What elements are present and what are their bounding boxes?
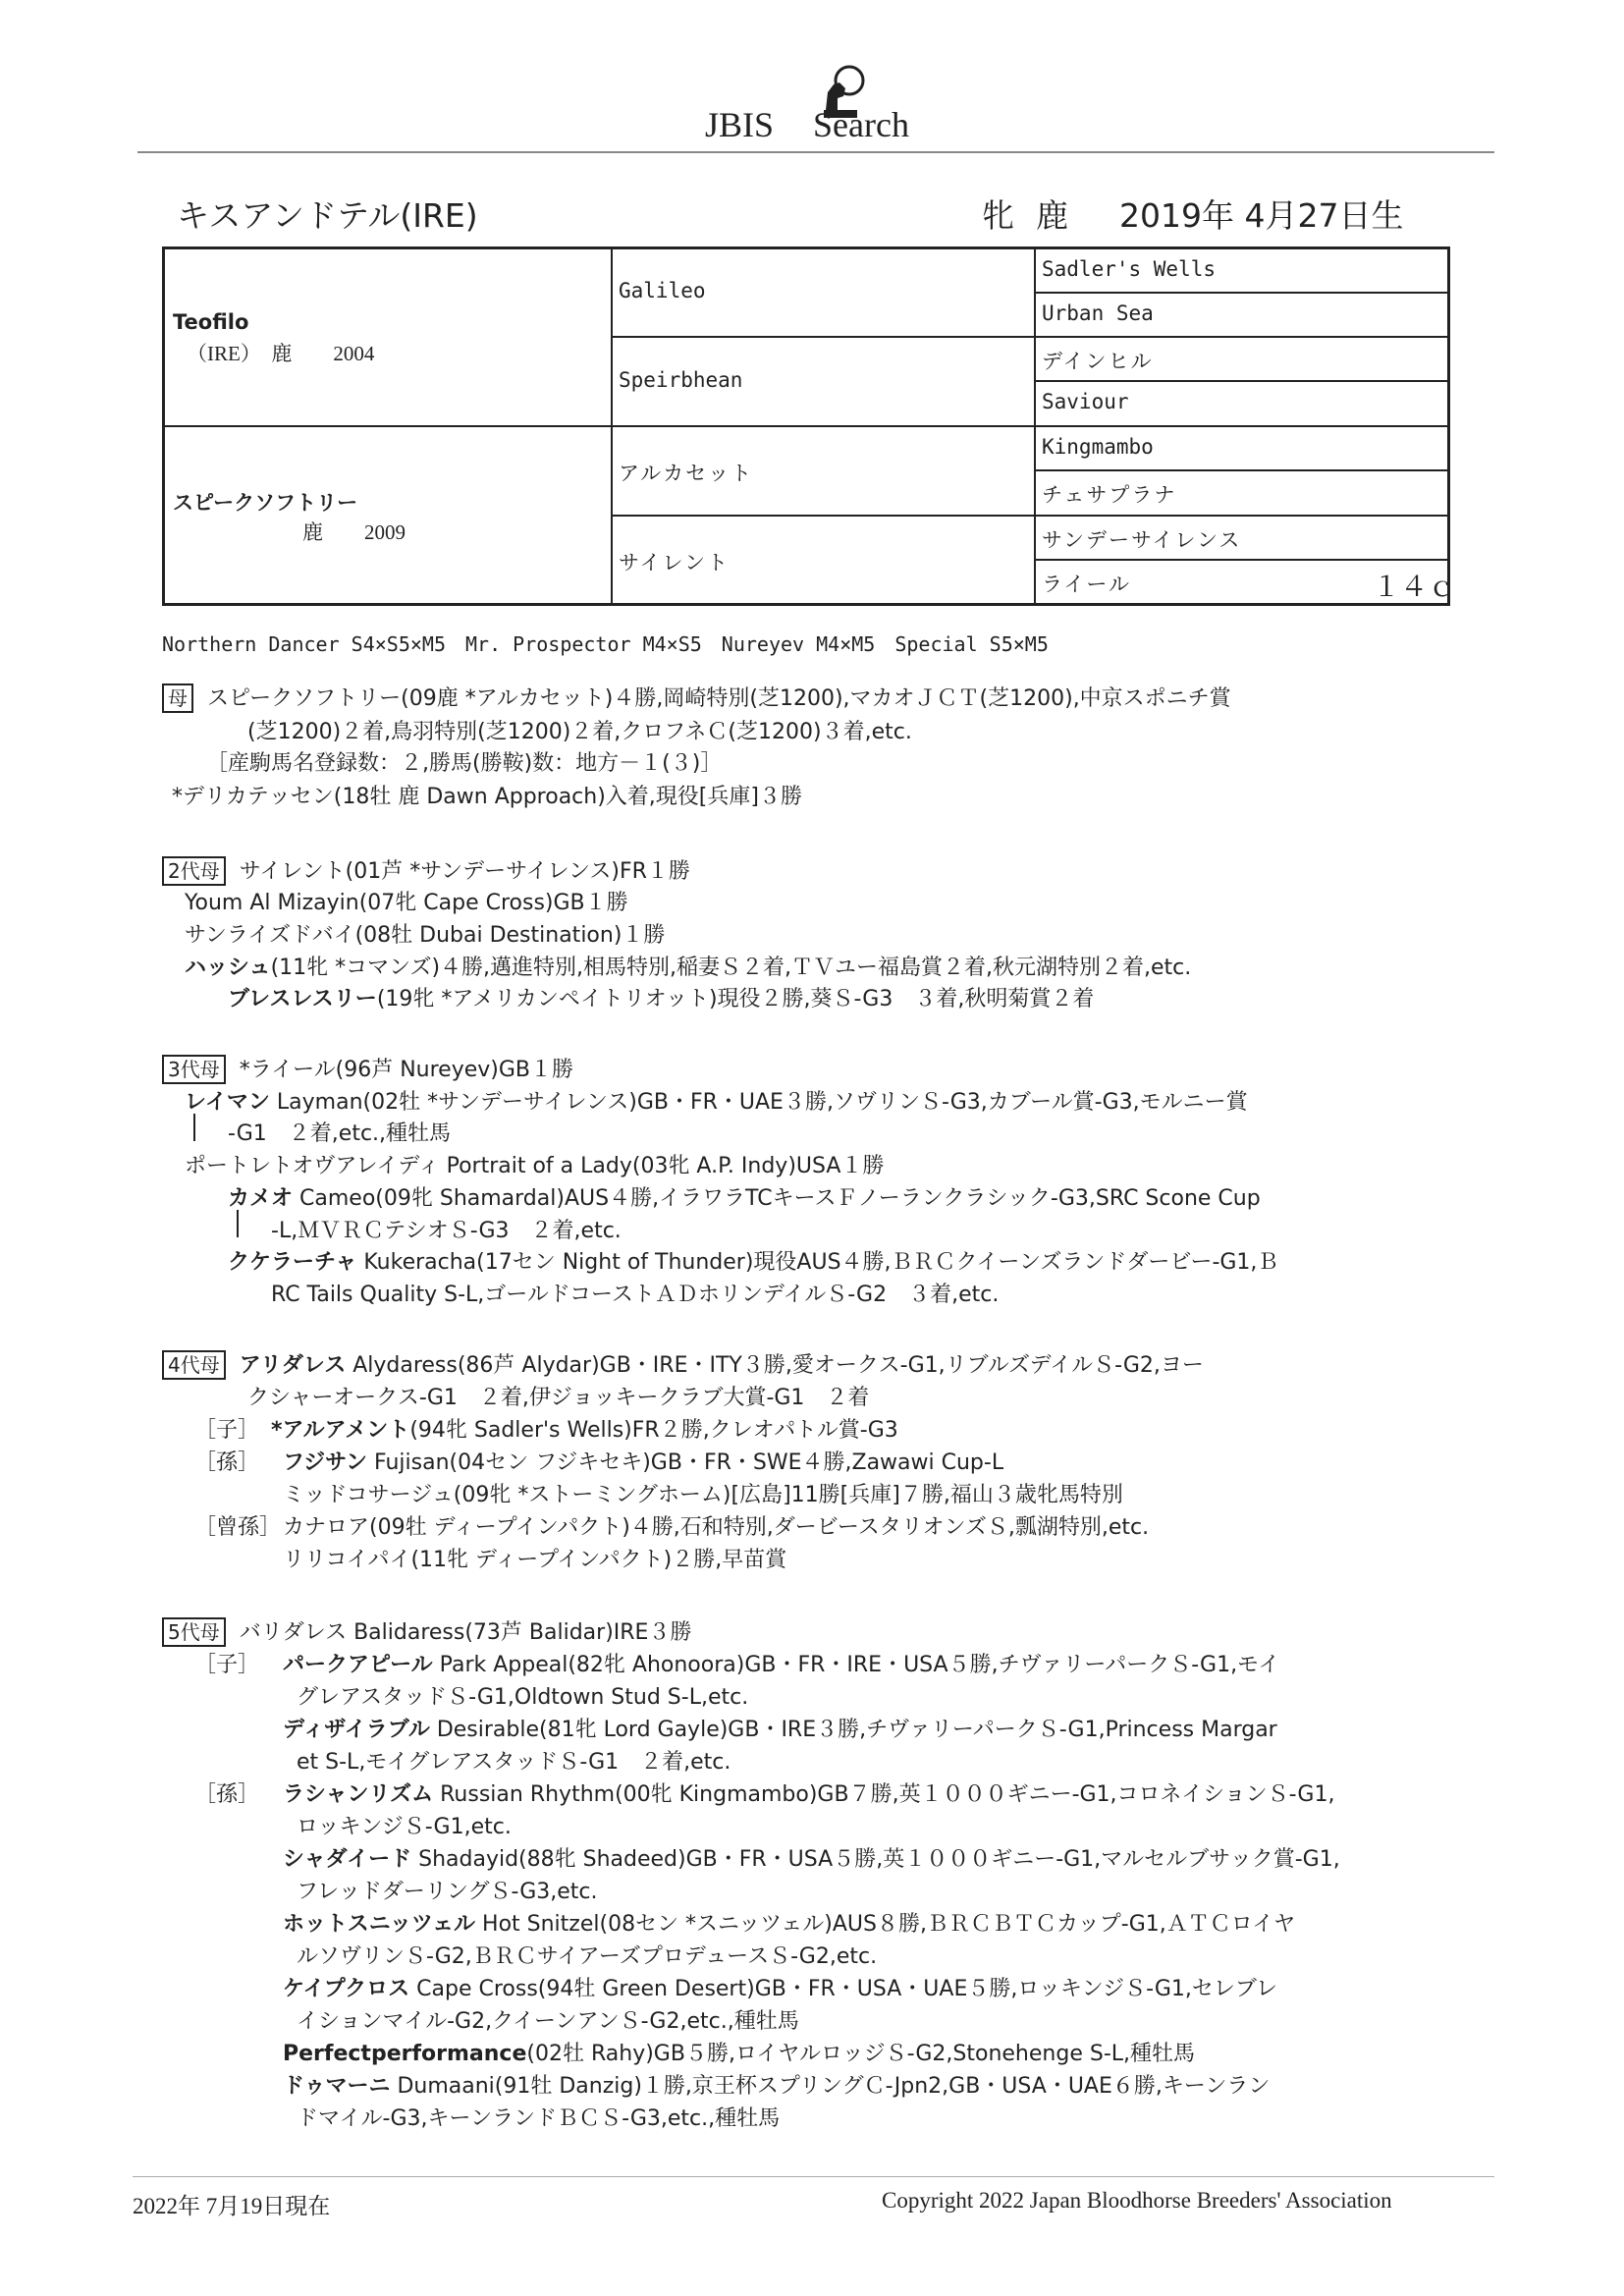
g3-line-8: RC Tails Quality S-L,ゴールドコーストＡＤホリンデイルＳ-G2 ３着,etc. [271, 1283, 1000, 1307]
g4-tag-child: ［子］ [194, 1418, 260, 1443]
horse-info [982, 191, 1425, 237]
g5-line-13: イションマイル-G2,クイーンアンＳ-G2,etc.,種牡馬 [297, 2009, 799, 2034]
dam-name: スピークソフトリー [173, 491, 358, 515]
horse-name: キスアンドテル(IRE) [177, 196, 478, 235]
g5-line-15: ドゥマーニ Dumaani(91牡 Danzig)１勝,京王杯スプリングＣ-Jpn2,GB・USA・UAE６勝,キーンラン [283, 2074, 1271, 2099]
g5-line-4: ディザイラブル Desirable(81牝 Lord Gayle)GB・IRE３勝,チヴァリーパークＳ-G1,Princess Margar [283, 1718, 1277, 1742]
family-number: １４ｃ [1373, 571, 1456, 603]
gen3-6: チェサプラナ [1042, 483, 1177, 507]
horse-sex: 牝 [982, 196, 1014, 235]
g5-line-16: ドマイル-G3,キーンランドＢＣＳ-G3,etc.,種牡馬 [297, 2106, 781, 2131]
gen2-dam-dam: サイレント [619, 551, 731, 574]
header-divider [137, 151, 1494, 153]
g3-line-6: -L,ＭＶＲＣテシオＳ-G3 ２着,etc. [271, 1219, 622, 1243]
g4-line-7: リリコイパイ(11牝 ディープインパクト)２勝,早苗賞 [283, 1548, 787, 1572]
g5-line-3: グレアスタッドＳ-G1,Oldtown Stud S-L,etc. [297, 1685, 749, 1710]
g5-tag-child: ［子］ [194, 1653, 260, 1677]
gen2-sire-sire: Galileo [619, 279, 706, 302]
tree-bar [193, 1114, 195, 1141]
g5-line-12: ケイプクロス Cape Cross(94牡 Green Desert)GB・FR・USA・UAE５勝,ロッキンジＳ-G1,セレブレ [283, 1977, 1278, 2001]
dam-label: 母 [162, 683, 193, 713]
g5-line-8: シャダイード Shadayid(88牝 Shadeed)GB・FR・USA５勝,英１０００ギニー-G1,マルセルブサック賞-G1, [283, 1847, 1340, 1872]
g2-line-5: ブレスレスリー(19牝 *アメリカンペイトリオット)現役２勝,葵Ｓ-G3 ３着,秋明菊賞２着 [228, 987, 1095, 1011]
sire-detail: （IRE） 鹿 2004 [187, 342, 375, 365]
g3-line-5: カメオ Cameo(09牝 Shamardal)AUS４勝,イラワラTCキースＦノーランクラシック-G3,SRC Scone Cup [228, 1186, 1261, 1211]
dam-detail: 鹿 2009 [302, 520, 406, 544]
g5-line-14: Perfectperformance(02牡 Rahy)GB５勝,ロイヤルロッジＳ-G2,Stonehenge S-L,種牡馬 [283, 2042, 1196, 2066]
g3-line-1: 3代母 *ライール(96芦 Nureyev)GB１勝 [162, 1053, 573, 1084]
g2-line-2: Youm Al Mizayin(07牝 Cape Cross)GB１勝 [185, 891, 628, 915]
g5-line-10: ホットスニッツェル Hot Snitzel(08セン *スニッツェル)AUS８勝,ＢＲＣＢＴＣカップ-G1,ＡＴＣロイヤ [283, 1912, 1296, 1937]
horse-color: 鹿 [1036, 196, 1068, 235]
dam-line-3: ［産駒馬名登録数：２,勝馬(勝鞍)数：地方－１(３)］ [206, 751, 723, 776]
tree-bar [237, 1210, 239, 1237]
g4-line-6: カナロア(09牡 ディープインパクト)４勝,石和特別,ダービースタリオンズＳ,瓢湖特別,etc. [283, 1515, 1150, 1540]
copyright: Copyright 2022 Japan Bloodhorse Breeders' Association [882, 2188, 1392, 2213]
g2-label: 2代母 [162, 856, 226, 886]
dam-line-4: *デリカテッセン(18牡 鹿 Dawn Approach)入着,現役[兵庫]３勝 [172, 785, 802, 809]
footer-divider [133, 2176, 1494, 2177]
g4-line-4: フジサン Fujisan(04セン フジキセキ)GB・FR・SWE４勝,Zawawi Cup-L [283, 1450, 1004, 1475]
gen3-5: Kingmambo [1042, 435, 1154, 459]
gen2-dam-sire: アルカセット [619, 462, 754, 485]
inbreeding-line: Northern Dancer S4×S5×M5 Mr. Prospector M4×S5 Nureyev M4×M5 Special S5×M5 [162, 632, 1049, 656]
gen3-7: サンデーサイレンス [1042, 528, 1242, 552]
horse-birth: 2019年 4月27日生 [1119, 196, 1404, 235]
sire-name: Teofilo [173, 310, 249, 334]
g5-line-6: ラシャンリズム Russian Rhythm(00牝 Kingmambo)GB７勝,英１０００ギニー-G1,コロネイションＳ-G1, [283, 1782, 1335, 1807]
g3-line-7: クケラーチャ Kukeracha(17セン Night of Thunder)現役AUS４勝,ＢＲＣクイーンズランドダービー-G1,Ｂ [228, 1250, 1279, 1275]
g4-line-1: 4代母 アリダレス Alydaress(86芦 Alydar)GB・IRE・ITY３勝,愛オークス-G1,リブルズデイルＳ-G2,ヨー [162, 1348, 1204, 1380]
g2-line-3: サンライズドバイ(08牡 Dubai Destination)１勝 [185, 923, 666, 948]
g5-label: 5代母 [162, 1617, 226, 1647]
g4-tag-greatgrandchild: ［曾孫］ [194, 1515, 282, 1540]
jbis-logo [705, 61, 941, 151]
pedigree-table [162, 246, 1456, 606]
g5-line-9: フレッドダーリングＳ-G3,etc. [297, 1880, 598, 1904]
gen3-1: Sadler's Wells [1042, 257, 1217, 281]
g4-tag-grandchild: ［孫］ [194, 1450, 260, 1475]
gen3-3: デインヒル [1042, 350, 1154, 373]
g5-line-11: ルソヴリンＳ-G2,ＢＲＣサイアーズプロデュースＳ-G2,etc. [297, 1944, 878, 1969]
g5-line-5: et S-L,モイグレアスタッドＳ-G1 ２着,etc. [297, 1750, 731, 1775]
g5-line-2: パークアピール Park Appeal(82牝 Ahonoora)GB・FR・IRE・USA５勝,チヴァリーパークＳ-G1,モイ [283, 1653, 1280, 1677]
g5-tag-grandchild: ［孫］ [194, 1782, 260, 1807]
as-of-date: 2022年 7月19日現在 [133, 2194, 331, 2218]
g2-line-1: 2代母 サイレント(01芦 *サンデーサイレンス)FR１勝 [162, 854, 690, 886]
g2-line-4: ハッシュ(11牝 *コマンズ)４勝,邁進特別,相馬特別,稲妻Ｓ２着,ＴＶユー福島賞２着,秋元湖特別２着,etc. [185, 956, 1192, 980]
dam-line-1: 母 スピークソフトリー(09鹿 *アルカセット)４勝,岡崎特別(芝1200),マカオＪＣＴ(芝1200),中京スポニチ賞 [162, 682, 1231, 713]
g5-line-7: ロッキンジＳ-G1,etc. [297, 1815, 512, 1839]
g4-line-3: *アルアメント(94牝 Sadler's Wells)FR２勝,クレオパトル賞-G3 [271, 1418, 898, 1443]
g3-line-2: レイマン Layman(02牡 *サンデーサイレンス)GB・FR・UAE３勝,ソヴリンＳ-G3,カブール賞-G3,モルニー賞 [185, 1090, 1248, 1115]
g4-label: 4代母 [162, 1350, 226, 1380]
g5-line-1: 5代母 バリダレス Balidaress(73芦 Balidar)IRE３勝 [162, 1615, 691, 1647]
gen3-8: ライール [1042, 573, 1131, 596]
g4-line-2: クシャーオークス-G1 ２着,伊ジョッキークラブ大賞-G1 ２着 [247, 1386, 870, 1410]
dam-line-2: (芝1200)２着,鳥羽特別(芝1200)２着,クロフネＣ(芝1200)３着,etc. [247, 720, 912, 744]
g4-line-5: ミッドコサージュ(09牝 *ストーミングホーム)[広島]11勝[兵庫]７勝,福山３歳牝馬特別 [283, 1483, 1123, 1507]
g3-label: 3代母 [162, 1055, 226, 1084]
g3-line-3: -G1 ２着,etc.,種牡馬 [228, 1121, 452, 1146]
logo-text: JBIS Search [705, 105, 909, 144]
gen2-sire-dam: Speirbhean [619, 368, 743, 392]
gen3-4: Saviour [1042, 390, 1129, 413]
g3-line-4: ポートレトオヴアレイディ Portrait of a Lady(03牝 A.P. Indy)USA１勝 [185, 1154, 885, 1178]
gen3-2: Urban Sea [1042, 301, 1154, 325]
